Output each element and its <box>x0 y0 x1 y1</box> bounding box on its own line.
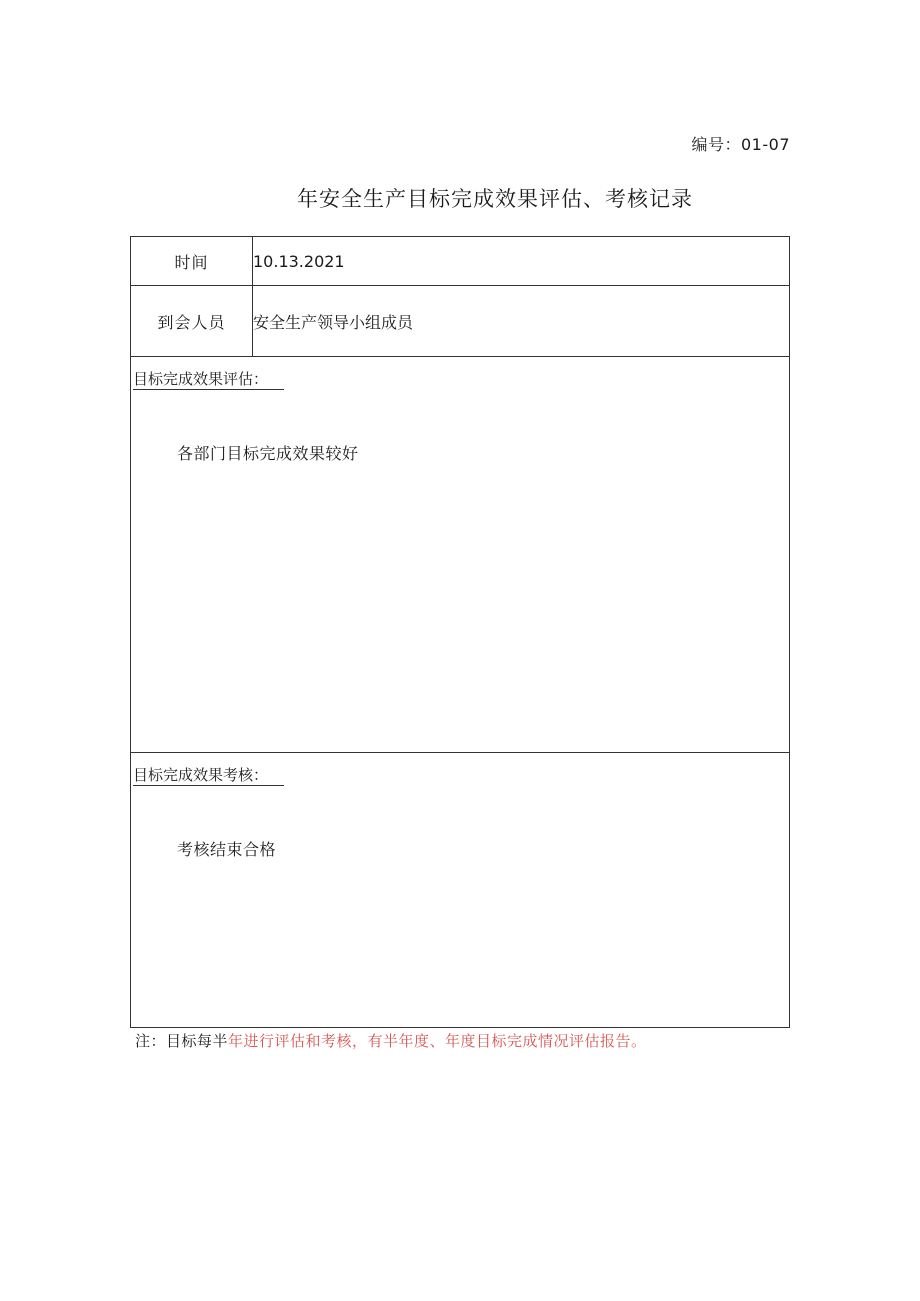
assessment-text: 考核结束合格 <box>177 840 277 859</box>
evaluation-section <box>131 357 789 753</box>
footnote-prefix: 注：目标每半 <box>135 1032 229 1050</box>
time-value: 10.13.2021 <box>253 251 345 271</box>
assessment-heading: 目标完成效果考核： <box>133 765 284 786</box>
evaluation-heading: 目标完成效果评估： <box>133 369 284 390</box>
footnote-highlight: 年进行评估和考核，有半年度、年度目标完成情况评估报告。 <box>228 1032 647 1050</box>
time-label: 时间 <box>131 237 253 285</box>
attendees-value: 安全生产领导小组成员 <box>253 312 414 332</box>
document-number: 编号：01-07 <box>691 135 790 154</box>
attendees-row <box>131 286 789 357</box>
evaluation-text: 各部门目标完成效果较好 <box>177 444 359 463</box>
page-title: 年安全生产目标完成效果评估、考核记录 <box>297 187 693 211</box>
attendees-label: 到会人员 <box>131 286 253 356</box>
record-table <box>130 236 790 1028</box>
time-row <box>131 237 789 286</box>
footnote <box>135 1030 647 1051</box>
assessment-section <box>131 753 789 1029</box>
